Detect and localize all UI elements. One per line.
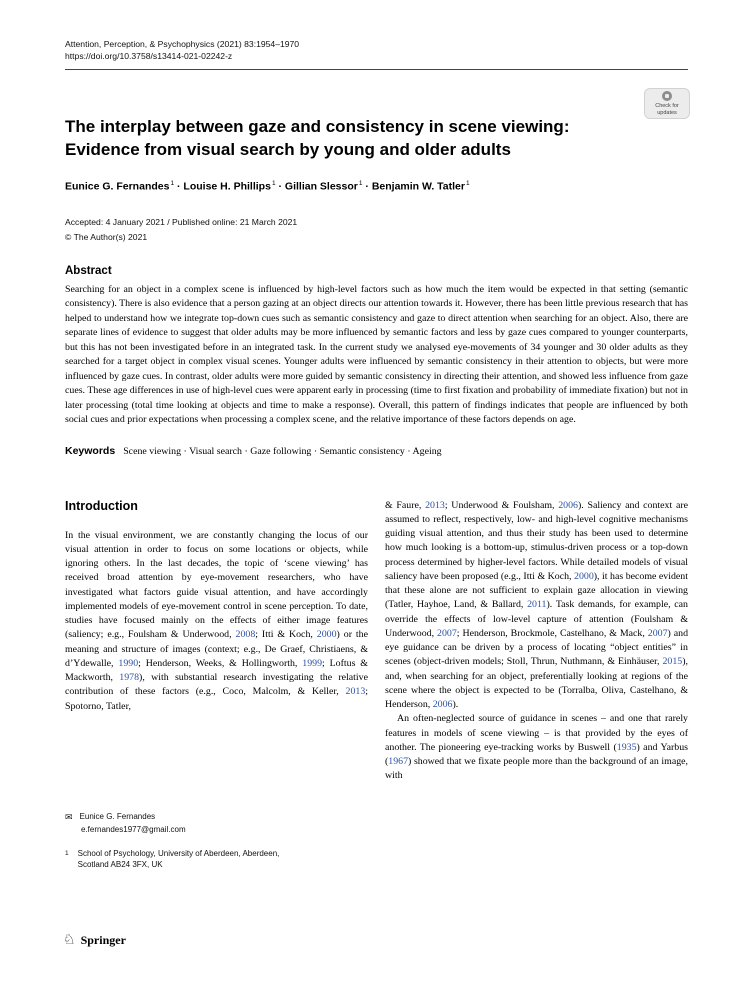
affiliation-footnote <box>65 849 368 871</box>
author-separator: · <box>174 180 184 193</box>
citation-link[interactable]: 2011 <box>527 599 547 611</box>
journal-header <box>65 38 688 62</box>
author-name: Gillian Slessor <box>284 180 358 193</box>
article-title-line1: The interplay between gaze and consistency in scene viewing: <box>65 117 570 136</box>
keywords-list: Scene viewing · Visual search · Gaze following · Semantic consistency · Ageing <box>123 445 442 457</box>
accepted-line: Accepted: 4 January 2021 / Published online: 21 March 2021 <box>65 216 298 227</box>
citation-link[interactable]: 2006 <box>558 499 578 511</box>
springer-logo-icon: ♘ <box>63 932 76 948</box>
citation-link[interactable]: 2013 <box>425 499 445 511</box>
doi-link[interactable]: https://doi.org/10.3758/s13414-021-02242-z <box>65 51 233 61</box>
author-affiliation-sup: 1 <box>170 180 175 187</box>
check-for-updates-label: Check for updates <box>655 103 679 116</box>
citation-link[interactable]: 1999 <box>302 657 323 669</box>
citation-link[interactable]: 2007 <box>437 627 457 639</box>
author-separator: · <box>362 180 372 193</box>
author-affiliation-sup: 1 <box>271 180 276 187</box>
citation-link[interactable]: 1978 <box>119 672 140 683</box>
author-affiliation-sup: 1 <box>466 180 470 187</box>
citation-link[interactable]: 2013 <box>345 686 366 698</box>
author-list <box>65 180 688 193</box>
publisher-footer <box>63 933 126 948</box>
citation-link[interactable]: 2015 <box>662 656 683 668</box>
citation-link[interactable]: 2008 <box>235 629 256 641</box>
citation-link[interactable]: 2000 <box>316 629 337 641</box>
author-name: Eunice G. Fernandes <box>65 180 170 193</box>
article-title-line2: Evidence from visual search by young and older adults <box>65 139 511 159</box>
citation-link[interactable]: 2006 <box>432 699 453 710</box>
author-name: Benjamin W. Tatler <box>371 180 465 193</box>
crossmark-icon <box>662 91 672 101</box>
envelope-icon: ✉ <box>65 812 73 823</box>
affiliation-marker: 1 <box>65 849 69 857</box>
citation-link[interactable]: 1967 <box>388 756 409 767</box>
abstract-text: Searching for an object in a complex scene is influenced by high-level factors such as how much the item would be expected in that setting (semantic consistency). There is also evidence that a person gazing at an object directs our attention towards it. However, there has been little previous research that has helped to understand how we integrate top-down cues such as semantic consistency and gaze to direct attention when searching for an object. Also, there are separate lines of evidence to suggest that older adults may be more influenced by semantic factors and less by gaze cues compared to younger counterparts, but this has not been investigated before in an integrated task. In the current study we analysed eye-movements of 34 younger and 30 older adults as they searched for a target object in complex visual scenes. Younger adults were influenced by semantic consistency in their attention to objects, but were more influenced by gaze cues. In contrast, older adults were more guided by semantic consistency in directing their attention, and showed less influence from gaze cues. These age differences in use of high-level cues were apparent early in processing (time to first fixation and probability of immediate fixation) but not in later processing (total time looking at objects and time to make a response). Overall, this pattern of findings indicates that people are influenced by both social cues and prior expectations when processing a complex scene, and the relative importance of these factors depends on age. <box>65 283 688 425</box>
right-column <box>385 499 688 873</box>
footnote-block <box>65 812 368 872</box>
publisher-name: Springer <box>80 933 126 947</box>
author-name: Louise H. Phillips <box>183 180 271 193</box>
body-paragraph-continuation: & Faure, 2013; Underwood & Foulsham, 2006). Saliency and context are assumed to reflect, respectively, low- and high-level cognitive mechanisms guiding visual attention, and thus their study has been used to determine how much looking is a bottom-up, stimulus-driven process or a top-down process determined by higher-level factors. While detailed models of visual saliency have been proposed (e.g., Itti & Koch, 2000), it has become evident that these alone are not sufficient to explain gaze allocation in viewing (Tatler, Hayhoe, Land, & Ballard, 2011). Task demands, for example, can override the effects of low-level capture of attention (Foulsham & Underwood, 2007; Henderson, Brockmole, Castelhano, & Mack, 2007) and eye guidance can be driven by a process of locating “object entities” in scenes (object-driven models; Stoll, Thrun, Nuthmann, & Einhäuser, 2015), and, when searching for an object, preferentially looking at regions of the scene where the object is expected to be (Torralba, Oliva, Castelhano, & Henderson, 2006). <box>385 499 689 710</box>
introduction-paragraph: In the visual environment, we are constantly changing the locus of our visual attention in order to focus on some locations or objects, while ignoring others. In the last decades, the topic of ‘scene viewing’ has received broad attention by eye-movement researchers, who have investigated what factors guide visual attention, and have accordingly implemented models of eye-movement control in scene perception. To date, studies have focused mainly on the effects of either image features (saliency; e.g., Foulsham & Underwood, 2008; Itti & Koch, 2000) or the meaning and structure of images (context; e.g., De Graef, Christiaens, & d’Ydewalle, 1990; Henderson, Weeks, & Hollingworth, 1999; Loftus & Mackworth, 1978), with substantial research investigating the relative contribution of these factors (e.g., Coco, Malcolm, & Keller, 2013; Spotorno, Tatler, <box>65 529 368 712</box>
author-affiliation-sup: 1 <box>358 180 363 187</box>
citation-link[interactable]: 1990 <box>118 657 139 669</box>
abstract-heading: Abstract <box>65 264 112 277</box>
journal-citation-line: Attention, Perception, & Psychophysics (2021) 83:1954–1970 <box>65 39 300 49</box>
affiliation-text: School of Psychology, University of Aberdeen, Aberdeen, Scotland AB24 3FX, UK <box>77 848 280 869</box>
keywords-label: Keywords <box>65 444 116 457</box>
citation-link[interactable]: 2000 <box>574 570 594 582</box>
introduction-heading: Introduction <box>65 498 138 513</box>
left-column <box>65 499 368 873</box>
body-paragraph-2: An often-neglected source of guidance in scenes – and one that rarely features in models of scene viewing – is that provided by the eyes of another. The pioneering eye-tracking works by Buswell (1935) and Yarbus (1967) showed that we fixate people more than the background of an image, with <box>385 713 689 782</box>
correspondence-name: Eunice G. Fernandes <box>79 812 156 822</box>
copyright-line: © The Author(s) 2021 <box>65 231 148 242</box>
correspondence-email[interactable]: e.fernandes1977@gmail.com <box>81 825 186 835</box>
author-separator: · <box>275 180 285 193</box>
two-column-body <box>65 499 688 873</box>
publication-meta <box>65 216 688 243</box>
keywords-row <box>65 445 688 457</box>
article-title <box>65 116 688 161</box>
citation-link[interactable]: 1935 <box>616 741 637 753</box>
correspondence-footnote <box>65 812 368 823</box>
header-divider <box>65 69 688 70</box>
check-for-updates-badge[interactable] <box>644 88 690 119</box>
citation-link[interactable]: 2007 <box>647 627 668 639</box>
